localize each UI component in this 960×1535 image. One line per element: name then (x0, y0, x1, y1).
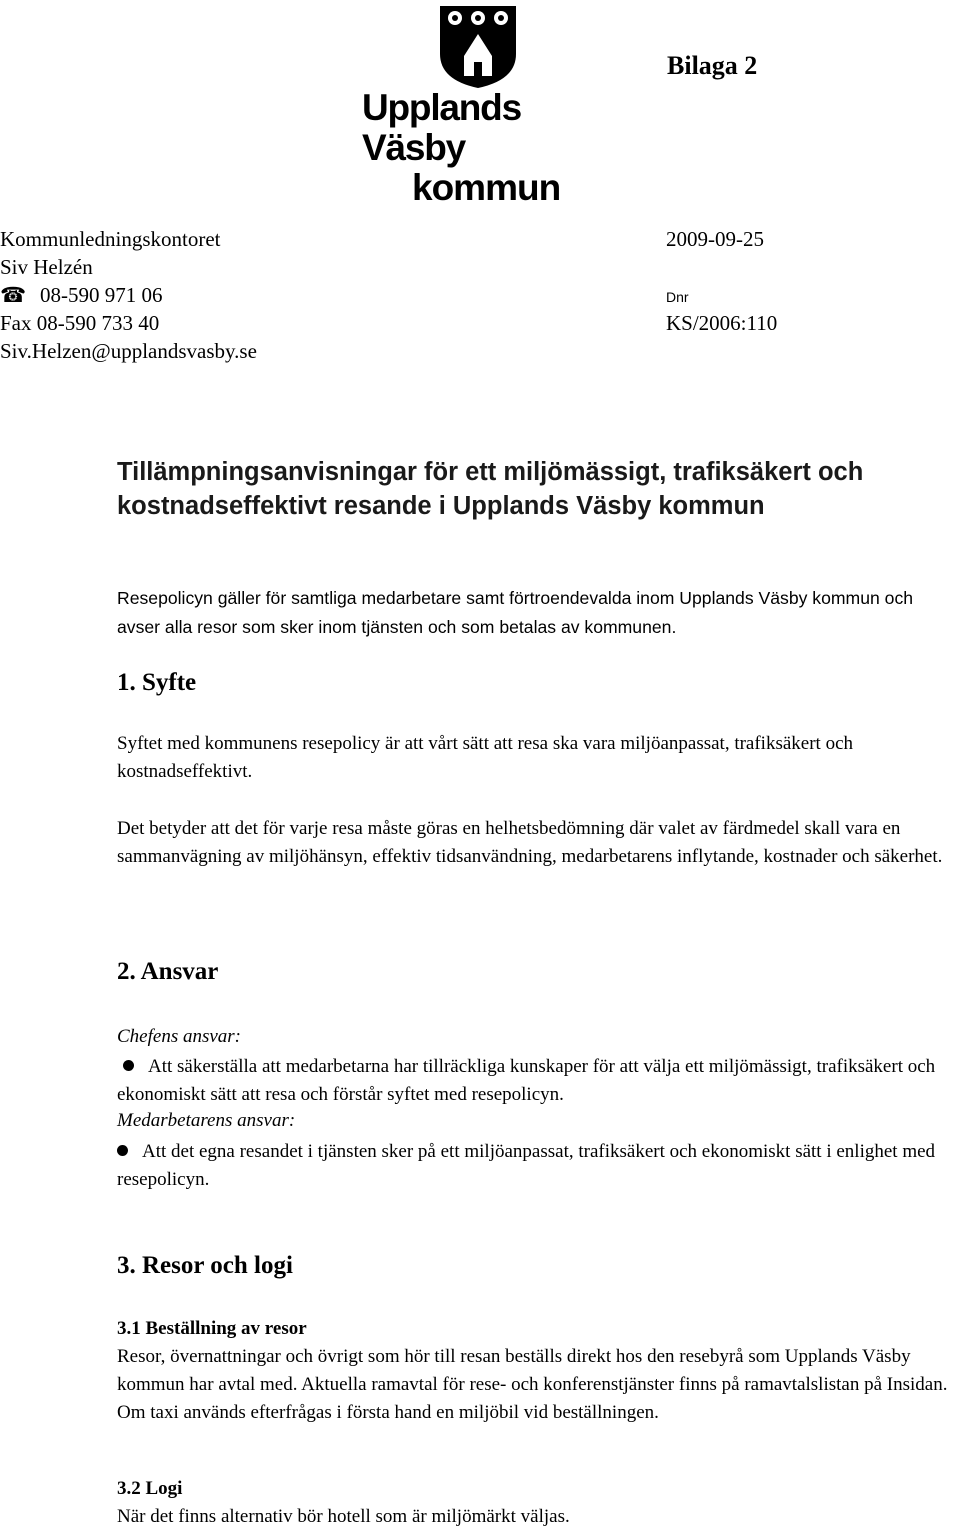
sender-office: Kommunledningskontoret (0, 227, 221, 251)
intro-paragraph: Resepolicyn gäller för samtliga medarbetare samt förtroendevalda inom Upplands Väsby kommun och avser alla resor som sker inom tjänsten och som betalas av kommunen. (117, 588, 914, 637)
section-3-2-text: När det finns alternativ bör hotell som är miljömärkt väljas. (117, 1506, 570, 1527)
section-1-paragraph-2: Det betyder att det för varje resa måste göras en helhetsbedömning där valet av färdmedel skall vara en sammanvägning av miljöhänsyn, effektiv tidsanvändning, medarbetarens inflytande, kostnader och säkerhet. (117, 818, 943, 867)
dnr-label: Dnr (666, 289, 689, 305)
section-2-heading: 2. Ansvar (117, 958, 219, 985)
medarbetare-label: Medarbetarens ansvar: (117, 1110, 296, 1131)
sender-email[interactable]: Siv.Helzen@upplandsvasby.se (0, 339, 257, 363)
section-3-1-heading: 3.1 Beställning av resor (117, 1318, 307, 1339)
chef-label: Chefens ansvar: (117, 1026, 242, 1047)
document-date: 2009-09-25 (666, 227, 764, 251)
document-title: Tillämpningsanvisningar för ett miljömässigt, trafiksäkert och kostnadseffektivt resande i Upplands Väsby kommun (117, 458, 864, 520)
bullet-icon (123, 1060, 134, 1071)
dnr-value: KS/2006:110 (666, 311, 778, 335)
medarbetare-list-item (117, 1138, 960, 1194)
chef-item-text: Att säkerställa att medarbetarna har tillräckliga kunskaper för att välja ett miljömässigt, trafiksäkert och ekonomiskt sätt att resa och förstår syftet med resepolicyn. (117, 1056, 936, 1105)
sender-phone-row (0, 281, 163, 309)
bilaga-label: Bilaga 2 (667, 51, 758, 80)
logo-name: Upplands Väsby (362, 87, 521, 168)
section-3-1-text: Resor, övernattningar och övrigt som hör till resan beställs direkt hos den resebyrå som Upplands Väsby kommun har avtal med. Aktuella ramavtal för rese- och konferenstjänster finns på ramavtalslistan på Insidan. Om taxi används efterfrågas i första hand en miljöbil vid beställningen. (117, 1346, 948, 1423)
sender-phone: 08-590 971 06 (40, 283, 163, 307)
logo-wordmark (362, 88, 598, 208)
phone-icon: ☎ (0, 283, 27, 307)
section-3-heading: 3. Resor och logi (117, 1252, 293, 1279)
med-item-text: Att det egna resandet i tjänsten sker på ett miljöanpassat, trafiksäkert och ekonomiskt sätt i enlighet med resepolicyn. (117, 1141, 936, 1190)
sender-fax: Fax 08-590 733 40 (0, 311, 160, 335)
section-3-2-heading: 3.2 Logi (117, 1478, 183, 1499)
bullet-icon (117, 1145, 128, 1156)
sender-person: Siv Helzén (0, 255, 93, 279)
section-1-paragraph-1: Syftet med kommunens resepolicy är att vårt sätt att resa ska vara miljöanpassat, trafiksäkert och kostnadseffektivt. (117, 733, 854, 782)
chef-list-item (117, 1053, 960, 1109)
section-1-heading: 1. Syfte (117, 669, 197, 696)
logo-sub: kommun (412, 167, 561, 208)
